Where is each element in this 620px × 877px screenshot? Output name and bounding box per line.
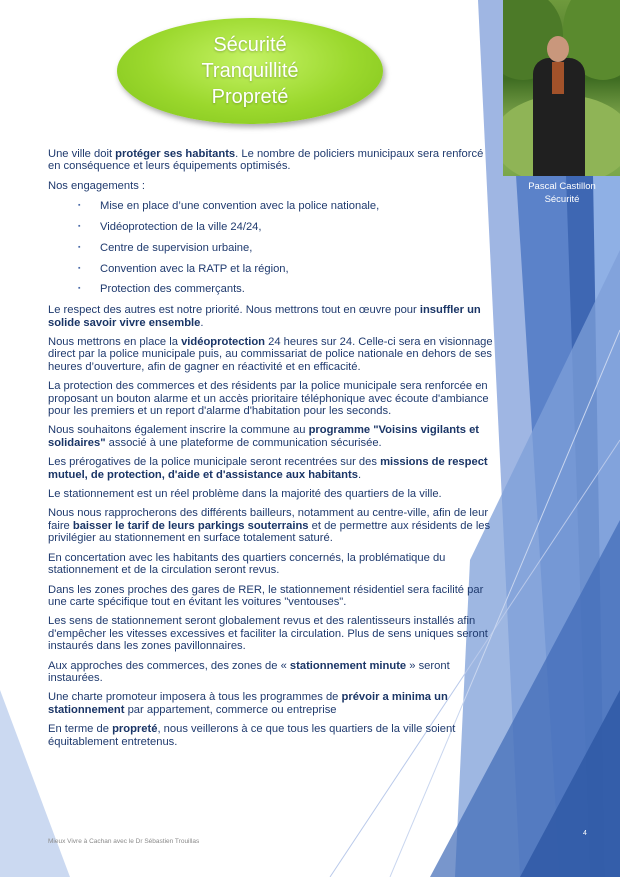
intro-paragraph: Une ville doit protéger ses habitants. Le nombre de policiers municipaux sera renforcé en conséquence et leurs équipements optimisés. [48, 148, 484, 173]
title-line-3: Propreté [211, 86, 289, 108]
footer-text: Mieux Vivre à Cachan avec le Dr Sébastien Trouillas [48, 838, 200, 845]
title-line-1: Sécurité [213, 34, 287, 56]
charte-paragraph: Une charte promoteur imposera à tous les programmes de prévoir a minima un stationnement par appartement, commerce ou entreprise [48, 691, 448, 716]
caption-role: Sécurité [544, 194, 580, 205]
title-oval [117, 18, 383, 124]
proprete-paragraph: En terme de propreté, nous veillerons à ce que tous les quartiers de la ville soient équitablement entretenus. [48, 723, 456, 748]
stationnement-paragraph: Le stationnement est un réel problème dans la majorité des quartiers de la ville. [48, 488, 442, 501]
engagements-heading: Nos engagements : [48, 179, 146, 192]
title-line-2: Tranquillité [201, 60, 299, 82]
stationnement-minute-paragraph: Aux approches des commerces, des zones de « stationnement minute » seront instaurées. [48, 659, 450, 684]
list-item: ▪ Convention avec la RATP et la région, [78, 263, 495, 275]
portrait-photo [503, 0, 620, 176]
voisins-paragraph: Nous souhaitons également inscrire la commune au programme "Voisins vigilants et solidaires" associé à une plateforme de communication sécurisée. [48, 424, 480, 449]
list-item: ▪ Vidéoprotection de la ville 24/24, [78, 221, 495, 233]
respect-paragraph: Le respect des autres est notre priorité. Nous mettrons tout en œuvre pour insuffler un solide savoir vivre ensemble. [48, 304, 481, 329]
commerces-paragraph: La protection des commerces et des résidents par la police municipale sera renforcée en proposant un bouton alarme et un accès prioritaire téléphonique avec écoute d'ambiance pour les premiers et un report d'alarme d'habitation pour les seconds. [48, 380, 489, 418]
list-item: ▪ Protection des commerçants. [78, 283, 495, 295]
bailleurs-paragraph: Nous nous rapprocherons des différents bailleurs, notamment au centre-ville, afin de leur faire baisser le tarif de leurs parkings souterrains et de permettre aux résidents de les privilégier au stationnement en surface totalement saturé. [48, 507, 491, 545]
caption-name: Pascal Castillon [528, 181, 596, 192]
list-item: ▪ Mise en place d’une convention avec la police nationale, [78, 200, 495, 212]
list-item: ▪ Centre de supervision urbaine, [78, 242, 495, 254]
article-body [48, 148, 495, 755]
rer-paragraph: Dans les zones proches des gares de RER, le stationnement résidentiel sera facilité par une carte spécifique tout en évitant les voitures "ventouses". [48, 583, 484, 608]
concertation-paragraph: En concertation avec les habitants des quartiers concernés, la problématique du stationnement et de la circulation seront revus. [48, 551, 446, 577]
sens-paragraph: Les sens de stationnement seront globalement revus et des ralentisseurs installés afin d'empêcher les vitesses excessives et faciliter la circulation. Plus de sens uniques seront instaurés dans les zones pavillonnaires. [48, 615, 488, 653]
prerogatives-paragraph: Les prérogatives de la police municipale seront recentrées sur des missions de respect mutuel, de protection, d'aide et d'assistance aux habitants. [48, 456, 488, 481]
engagements-list [78, 200, 495, 296]
photo-caption [505, 180, 619, 206]
videoprotection-paragraph: Nous mettrons en place la vidéoprotection 24 heures sur 24. Celle-ci sera en visionnage direct par la police municipale puis, au commissariat de police nationale en dehors de ses heures d’ouverture, afin de gagner en réactivité et en efficacité. [48, 336, 493, 373]
page-number: 4 [583, 830, 587, 837]
person-head [547, 36, 569, 62]
